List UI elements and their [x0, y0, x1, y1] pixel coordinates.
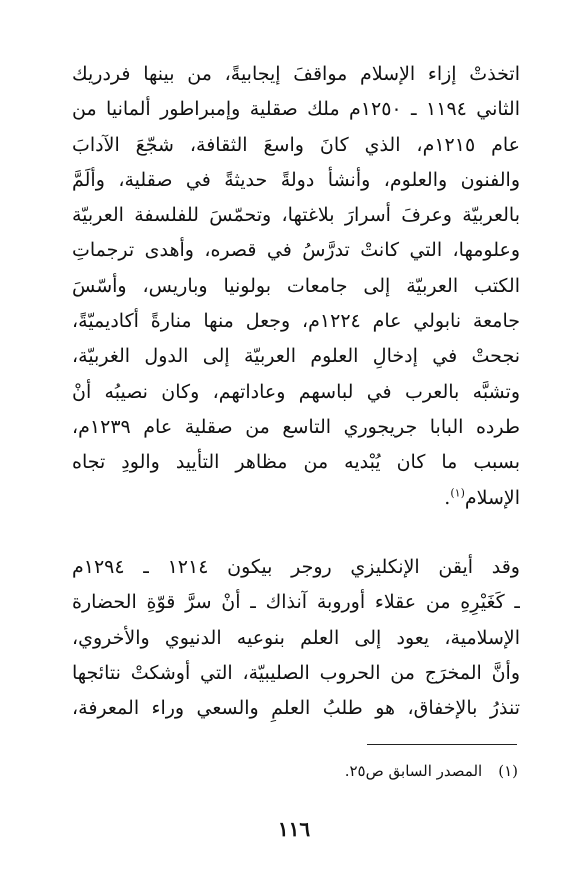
- text-line: تنذرُ بالإخفاق، هو طلبُ العلمِ والسعي وراء المعرفة،: [72, 697, 520, 720]
- text-line: عام ١٢١٥م، الذي كانَ واسعَ الثقافة، شجّعَ الآدابَ: [72, 133, 520, 156]
- text-line-last: [72, 481, 520, 516]
- text-line: والفنون والعلوم، وأنشأ دولةً حديثةً في صقلية، وألَمَّ: [72, 168, 520, 191]
- page-number: ١١٦: [277, 817, 311, 841]
- footnote-separator: [367, 744, 517, 745]
- last-line-end: .: [444, 486, 451, 509]
- last-line-text: الإسلام: [464, 486, 520, 509]
- text-line: بسبب ما كان يُبْديه من مظاهر التأييد والودِ تجاه: [72, 451, 520, 474]
- text-line: جامعة نابولي عام ١٢٢٤م، وجعل منها منارةً أكاديميّةً،: [72, 310, 520, 333]
- text-line: الثاني ١١٩٤ ـ ١٢٥٠م ملك صقلية وإمبراطور ألمانيا من: [72, 98, 520, 121]
- text-line: ـ كَغَيْرِهِ من عقلاء أوروبة آنذاك ـ أنْ سرَّ قوّةِ الحضارة: [72, 591, 520, 614]
- text-line: وعلومها، التي كانتْ تدرَّسُ في قصره، وأهدى ترجماتِ: [72, 239, 520, 262]
- footnote: [120, 757, 518, 785]
- text-line: وقد أيقن الإنكليزي روجر بيكون ١٢١٤ ـ ١٢٩٤م: [72, 556, 520, 578]
- text-line: الإسلامية، يعود إلى العلم بنوعيه الدنيوي والأخروي،: [72, 626, 520, 649]
- footnote-reference: (١): [450, 486, 465, 500]
- paragraph-2: [72, 550, 520, 726]
- footnote-text: المصدر السابق ص٢٥.: [344, 762, 483, 780]
- text-line: نجحتْ في إدخالِ العلوم العربيّة إلى الدول الغربيّة،: [72, 345, 520, 368]
- footnote-number: (١): [498, 762, 518, 780]
- text-line: وتشبَّه بالعرب في لباسهم وعاداتهم، وكان نصيبُه أنْ: [72, 380, 520, 403]
- paragraph-1: [72, 57, 520, 516]
- text-line: بالعربيّة وعرفَ أسرارَ بلاغتها، وتحمّسَ للفلسفة العربيّة: [72, 204, 520, 227]
- text-line: وأنَّ المخرَج من الحروب الصليبيّة، التي أوشكتْ نتائجها: [72, 661, 520, 684]
- text-line: طرده البابا جريجوري التاسع من صقلية عام ١٢٣٩م،: [72, 415, 520, 438]
- text-line: اتخذتْ إزاء الإسلام مواقفَ إيجابيةً، من بينها فردريك: [72, 63, 520, 85]
- text-line: الكتب العربيّة إلى جامعات بولونيا وباريس، وأسّسَ: [72, 274, 520, 297]
